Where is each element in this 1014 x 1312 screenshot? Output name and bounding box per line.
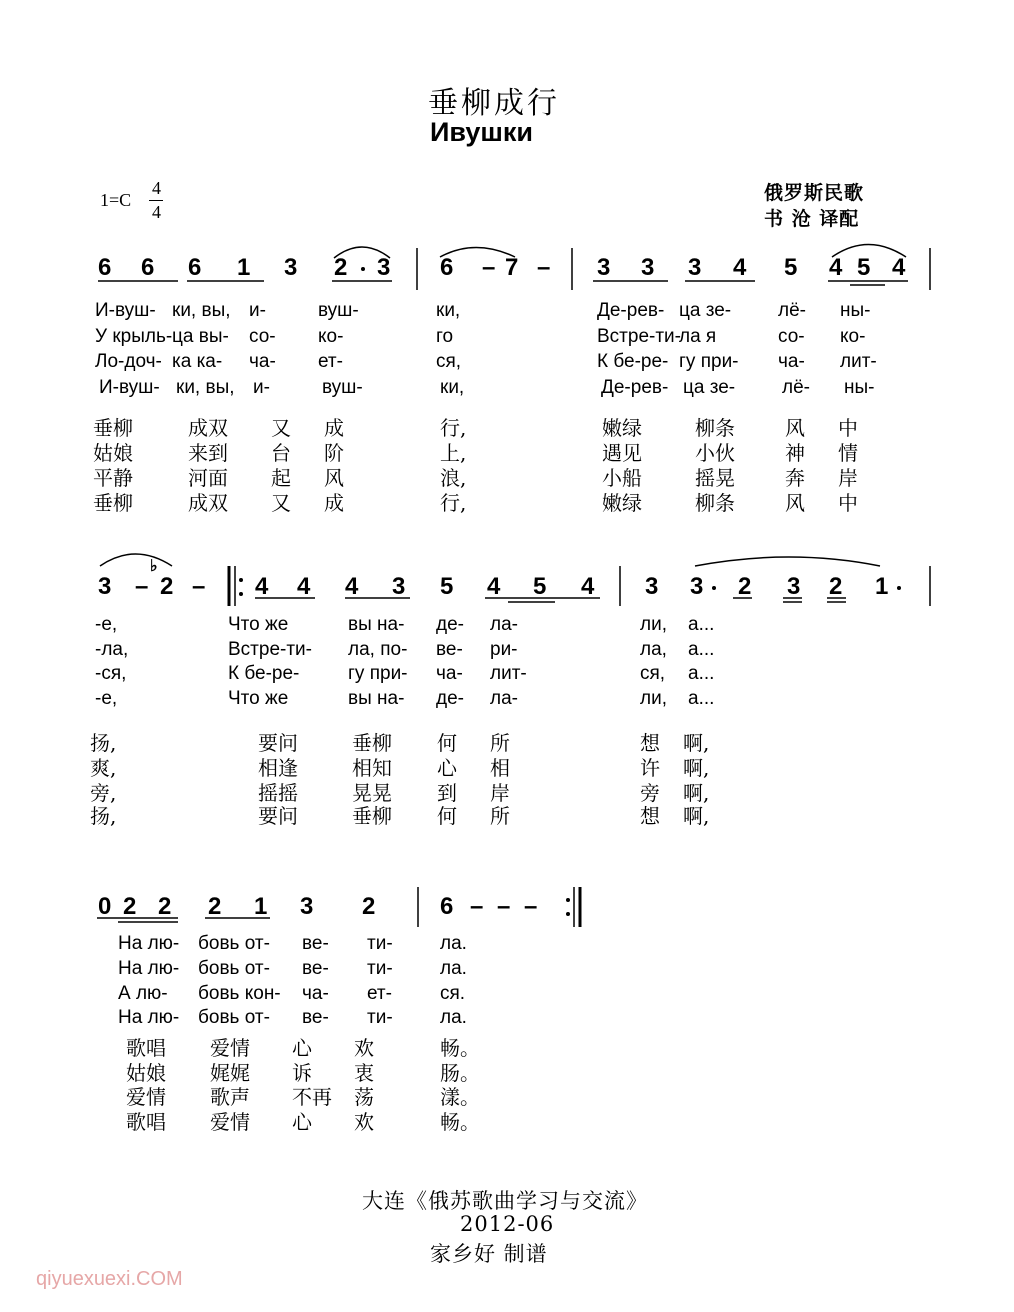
lyric-russian: ти- bbox=[367, 933, 393, 954]
lyric-russian: вы на- bbox=[348, 688, 405, 709]
lyric-chinese: 又 bbox=[271, 416, 291, 440]
lyric-russian: го bbox=[436, 326, 454, 347]
lyric-chinese: 爱情 bbox=[210, 1036, 250, 1060]
lyric-russian: вуш- bbox=[318, 300, 359, 321]
jianpu-note: – bbox=[537, 254, 551, 281]
lyric-chinese: 扬, bbox=[90, 804, 117, 828]
slur bbox=[832, 245, 906, 258]
lyric-chinese: 浪, bbox=[440, 466, 467, 490]
jianpu-note: 2 bbox=[123, 893, 137, 920]
song-title-chinese: 垂柳成行 bbox=[428, 86, 560, 121]
lyric-russian: ла я bbox=[679, 326, 717, 347]
lyric-russian: Встре-ти- bbox=[228, 639, 312, 660]
lyric-russian: со- bbox=[778, 326, 805, 347]
jianpu-note: – bbox=[135, 573, 149, 600]
lyric-russian: ет- bbox=[318, 351, 343, 372]
lyric-russian: ки, bbox=[440, 377, 465, 398]
lyric-chinese: 想 bbox=[640, 731, 660, 755]
lyric-chinese: 垂柳 bbox=[93, 416, 133, 440]
lyric-chinese: 成 bbox=[324, 491, 344, 515]
lyric-chinese: 垂柳 bbox=[352, 804, 392, 828]
lyric-chinese: 想 bbox=[640, 804, 660, 828]
lyric-russian: ла. bbox=[440, 958, 467, 979]
lyric-russian: -е, bbox=[95, 688, 118, 709]
jianpu-note: 4 bbox=[829, 254, 843, 281]
lyric-chinese: 相 bbox=[490, 756, 510, 780]
lyric-chinese: 奔 bbox=[785, 466, 805, 490]
lyric-russian: ти- bbox=[367, 958, 393, 979]
lyric-chinese: 心 bbox=[292, 1110, 312, 1134]
lyric-chinese: 河面 bbox=[188, 466, 228, 490]
lyric-chinese: 许 bbox=[640, 756, 660, 780]
lyric-chinese: 到 bbox=[437, 781, 457, 805]
lyric-russian: бовь от- bbox=[198, 933, 270, 954]
lyric-russian: ца вы- bbox=[172, 326, 229, 347]
repeat-dot bbox=[239, 592, 243, 596]
lyric-russian: На лю- bbox=[118, 933, 180, 954]
lyric-chinese: 阶 bbox=[324, 441, 344, 465]
lyric-russian: де- bbox=[436, 688, 464, 709]
lyric-chinese: 小伙 bbox=[695, 441, 735, 465]
jianpu-note: 4 bbox=[733, 254, 747, 281]
lyric-chinese: 来到 bbox=[188, 441, 228, 465]
flat-sign: ♭ bbox=[150, 558, 158, 575]
jianpu-note: – bbox=[470, 893, 484, 920]
lyric-russian: лё- bbox=[782, 377, 810, 398]
lyric-russian: К бе-ре- bbox=[228, 663, 300, 684]
lyric-russian: ла- bbox=[490, 688, 518, 709]
lyric-chinese: 上, bbox=[440, 441, 467, 465]
lyric-chinese: 风 bbox=[785, 416, 805, 440]
lyric-chinese: 何 bbox=[437, 731, 457, 755]
lyric-russian: ли, bbox=[640, 688, 667, 709]
lyric-chinese: 垂柳 bbox=[352, 731, 392, 755]
lyric-chinese: 所 bbox=[490, 804, 510, 828]
lyric-chinese: 诉 bbox=[292, 1061, 312, 1085]
jianpu-note: 5 bbox=[533, 573, 547, 600]
jianpu-note: 4 bbox=[487, 573, 501, 600]
lyric-chinese: 扬, bbox=[90, 731, 117, 755]
lyric-chinese: 心 bbox=[292, 1036, 312, 1060]
lyric-chinese: 爽, bbox=[90, 756, 117, 780]
jianpu-note: 2 bbox=[829, 573, 843, 600]
jianpu-note: 6 bbox=[141, 254, 155, 281]
slur bbox=[334, 247, 390, 258]
lyric-russian: ве- bbox=[302, 1007, 329, 1028]
lyric-chinese: 起 bbox=[271, 466, 291, 490]
lyric-chinese: 垂柳 bbox=[93, 491, 133, 515]
jianpu-note: – bbox=[524, 893, 538, 920]
footer-source: 大连《俄苏歌曲学习与交流》 bbox=[362, 1189, 648, 1213]
lyric-russian: ны- bbox=[840, 300, 871, 321]
jianpu-note: 2 bbox=[158, 893, 172, 920]
jianpu-note: 5 bbox=[857, 254, 871, 281]
jianpu-note: 3 bbox=[787, 573, 801, 600]
lyric-russian: ся, bbox=[436, 351, 462, 372]
lyric-russian: бовь кон- bbox=[198, 983, 281, 1004]
jianpu-note: 1 bbox=[237, 254, 251, 281]
lyric-russian: ся. bbox=[440, 983, 466, 1004]
footer-arranger: 家乡好 制谱 bbox=[430, 1242, 548, 1266]
lyric-russian: лит- bbox=[490, 663, 527, 684]
lyric-russian: лё- bbox=[778, 300, 806, 321]
lyric-russian: ны- bbox=[844, 377, 875, 398]
lyric-russian: бовь от- bbox=[198, 1007, 270, 1028]
jianpu-note: 2 bbox=[738, 573, 752, 600]
lyric-chinese: 姑娘 bbox=[93, 441, 133, 465]
lyric-chinese: 要问 bbox=[258, 804, 298, 828]
lyric-chinese: 岸 bbox=[490, 781, 510, 805]
lyric-chinese: 岸 bbox=[838, 466, 858, 490]
lyric-russian: На лю- bbox=[118, 958, 180, 979]
repeat-dot bbox=[566, 912, 570, 916]
credit-origin: 俄罗斯民歌 bbox=[764, 182, 865, 204]
lyric-russian: ки, вы, bbox=[176, 377, 235, 398]
lyric-chinese: 成 bbox=[324, 416, 344, 440]
lyric-chinese: 遇见 bbox=[602, 441, 642, 465]
lyric-chinese: 歌唱 bbox=[126, 1110, 166, 1134]
jianpu-note: 2 bbox=[208, 893, 222, 920]
lyric-russian: ча- bbox=[249, 351, 276, 372]
lyric-russian: А лю- bbox=[118, 983, 168, 1004]
jianpu-note: 6 bbox=[440, 254, 454, 281]
lyric-russian: -ла, bbox=[95, 639, 129, 660]
time-signature-bottom: 4 bbox=[152, 202, 161, 222]
lyric-chinese: 风 bbox=[324, 466, 344, 490]
song-title-russian: Ивушки bbox=[430, 117, 533, 147]
jianpu-note: 5 bbox=[784, 254, 798, 281]
jianpu-note: – bbox=[192, 573, 206, 600]
lyric-russian: ча- bbox=[436, 663, 463, 684]
lyric-russian: ла. bbox=[440, 933, 467, 954]
tie bbox=[440, 248, 515, 258]
jianpu-note: 3 bbox=[300, 893, 314, 920]
lyric-russian: и- bbox=[249, 300, 266, 321]
lyric-russian: ца зе- bbox=[683, 377, 736, 398]
lyric-chinese: 风 bbox=[785, 491, 805, 515]
slur bbox=[100, 554, 172, 566]
lyric-chinese: 旁 bbox=[640, 781, 660, 805]
lyric-russian: ча- bbox=[302, 983, 329, 1004]
lyric-chinese: 嫩绿 bbox=[602, 416, 642, 440]
jianpu-note: 4 bbox=[345, 573, 359, 600]
lyric-chinese: 旁, bbox=[90, 781, 117, 805]
lyric-chinese: 柳条 bbox=[695, 491, 735, 515]
lyric-russian: ри- bbox=[490, 639, 518, 660]
lyric-russian: Ло-доч- bbox=[95, 351, 162, 372]
slur bbox=[695, 557, 880, 566]
lyric-chinese: 摇晃 bbox=[695, 466, 735, 490]
key-signature: 1=C bbox=[100, 190, 132, 210]
lyric-russian: -е, bbox=[95, 614, 118, 635]
lyric-chinese: 啊, bbox=[683, 781, 710, 805]
lyric-russian: ла- bbox=[490, 614, 518, 635]
lyric-russian: ка ка- bbox=[172, 351, 223, 372]
lyric-chinese: 摇摇 bbox=[258, 781, 298, 805]
lyric-russian: Де-рев- bbox=[601, 377, 669, 398]
lyric-chinese: 歌唱 bbox=[126, 1036, 166, 1060]
lyric-russian: вы на- bbox=[348, 614, 405, 635]
jianpu-note: – bbox=[497, 893, 511, 920]
lyric-russian: и- bbox=[253, 377, 270, 398]
lyric-chinese: 娓娓 bbox=[210, 1061, 250, 1085]
lyric-chinese: 爱情 bbox=[210, 1110, 250, 1134]
lyric-russian: а... bbox=[688, 663, 715, 684]
lyric-russian: У крыль- bbox=[95, 326, 173, 347]
lyric-chinese: 晃晃 bbox=[352, 781, 392, 805]
lyric-chinese: 爱情 bbox=[126, 1085, 166, 1109]
lyric-russian: бовь от- bbox=[198, 958, 270, 979]
lyric-chinese: 柳条 bbox=[695, 416, 735, 440]
lyric-russian: ки, вы, bbox=[172, 300, 231, 321]
lyric-chinese: 啊, bbox=[683, 731, 710, 755]
lyric-chinese: 所 bbox=[490, 731, 510, 755]
lyric-russian: К бе-ре- bbox=[597, 351, 669, 372]
jianpu-note: 3 bbox=[284, 254, 298, 281]
jianpu-note: 1 bbox=[875, 573, 889, 600]
lyric-chinese: 要问 bbox=[258, 731, 298, 755]
lyric-chinese: 欢 bbox=[354, 1036, 374, 1060]
jianpu-note: 3 bbox=[392, 573, 406, 600]
lyric-chinese: 欢 bbox=[354, 1110, 374, 1134]
lyric-chinese: 衷 bbox=[354, 1061, 374, 1085]
lyric-chinese: 不再 bbox=[292, 1085, 332, 1109]
lyric-russian: ла. bbox=[440, 1007, 467, 1028]
lyric-russian: На лю- bbox=[118, 1007, 180, 1028]
lyric-chinese: 成双 bbox=[188, 491, 228, 515]
lyric-chinese: 行, bbox=[440, 491, 467, 515]
lyric-chinese: 漾。 bbox=[440, 1085, 480, 1109]
lyric-chinese: 荡 bbox=[354, 1085, 374, 1109]
jianpu-note: 6 bbox=[440, 893, 454, 920]
lyric-chinese: 畅。 bbox=[440, 1036, 480, 1060]
jianpu-note: 3 bbox=[98, 573, 112, 600]
lyric-russian: Встре-ти- bbox=[597, 326, 681, 347]
jianpu-note: 0 bbox=[98, 893, 112, 920]
lyric-russian: гу при- bbox=[348, 663, 408, 684]
lyric-chinese: 啊, bbox=[683, 804, 710, 828]
lyric-chinese: 成双 bbox=[188, 416, 228, 440]
lyric-russian: ко- bbox=[318, 326, 344, 347]
lyric-russian: ет- bbox=[367, 983, 392, 1004]
lyric-russian: а... bbox=[688, 688, 715, 709]
lyric-chinese: 畅。 bbox=[440, 1110, 480, 1134]
lyric-russian: ки, bbox=[436, 300, 461, 321]
jianpu-note: 3 bbox=[641, 254, 655, 281]
footer-date: 2012-06 bbox=[460, 1212, 555, 1236]
lyric-russian: ли, bbox=[640, 614, 667, 635]
lyric-russian: а... bbox=[688, 639, 715, 660]
jianpu-note: 3 bbox=[690, 573, 704, 600]
lyric-russian: И-вуш- bbox=[95, 300, 156, 321]
lyric-russian: вуш- bbox=[322, 377, 363, 398]
lyric-chinese: 行, bbox=[440, 416, 467, 440]
jianpu-note: 2 bbox=[362, 893, 376, 920]
jianpu-note: 4 bbox=[297, 573, 311, 600]
lyric-russian: ца зе- bbox=[679, 300, 732, 321]
jianpu-note: 1 bbox=[254, 893, 268, 920]
jianpu-note: 2 bbox=[334, 254, 348, 281]
lyric-russian: ся, bbox=[640, 663, 666, 684]
lyric-chinese: 歌声 bbox=[210, 1085, 250, 1109]
lyric-russian: де- bbox=[436, 614, 464, 635]
watermark: qiyuexuexi.COM bbox=[36, 1268, 183, 1290]
lyric-russian: ко- bbox=[840, 326, 866, 347]
lyric-chinese: 嫩绿 bbox=[602, 491, 642, 515]
lyric-chinese: 相知 bbox=[352, 756, 392, 780]
lyric-russian: ла, bbox=[640, 639, 667, 660]
lyric-chinese: 何 bbox=[437, 804, 457, 828]
jianpu-note: 3 bbox=[645, 573, 659, 600]
lyric-russian: ти- bbox=[367, 1007, 393, 1028]
jianpu-note: 4 bbox=[255, 573, 269, 600]
lyric-russian: ве- bbox=[436, 639, 463, 660]
lyric-russian: Что же bbox=[228, 614, 289, 635]
repeat-dot bbox=[239, 578, 243, 582]
lyric-russian: со- bbox=[249, 326, 276, 347]
lyric-russian: а... bbox=[688, 614, 715, 635]
jianpu-note: 6 bbox=[98, 254, 112, 281]
jianpu-note: 3 bbox=[688, 254, 702, 281]
lyric-russian: гу при- bbox=[679, 351, 739, 372]
lyric-chinese: 神 bbox=[785, 441, 805, 465]
jianpu-note: – bbox=[482, 254, 496, 281]
lyric-chinese: 又 bbox=[271, 491, 291, 515]
time-signature-top: 4 bbox=[152, 178, 161, 198]
lyric-chinese: 台 bbox=[271, 441, 291, 465]
lyric-russian: Что же bbox=[228, 688, 289, 709]
lyric-russian: ча- bbox=[778, 351, 805, 372]
lyric-chinese: 中 bbox=[838, 491, 858, 515]
lyric-russian: И-вуш- bbox=[99, 377, 160, 398]
lyric-chinese: 啊, bbox=[683, 756, 710, 780]
lyric-chinese: 相逢 bbox=[258, 756, 298, 780]
lyric-russian: лит- bbox=[840, 351, 877, 372]
jianpu-note: 3 bbox=[597, 254, 611, 281]
repeat-dot bbox=[566, 898, 570, 902]
lyric-chinese: 中 bbox=[838, 416, 858, 440]
jianpu-note: 5 bbox=[440, 573, 454, 600]
lyric-chinese: 姑娘 bbox=[126, 1061, 166, 1085]
lyric-chinese: 情 bbox=[838, 441, 858, 465]
jianpu-note: 3 bbox=[377, 254, 391, 281]
lyric-chinese: 小船 bbox=[602, 466, 642, 490]
jianpu-note: 6 bbox=[188, 254, 202, 281]
lyric-russian: Де-рев- bbox=[597, 300, 665, 321]
lyric-russian: ве- bbox=[302, 933, 329, 954]
jianpu-note: 4 bbox=[581, 573, 595, 600]
lyric-russian: ве- bbox=[302, 958, 329, 979]
lyric-russian: ла, по- bbox=[348, 639, 408, 660]
credit-translator: 书 沧 译配 bbox=[764, 208, 860, 230]
jianpu-note: 4 bbox=[892, 254, 906, 281]
lyric-chinese: 肠。 bbox=[440, 1061, 480, 1085]
lyric-russian: -ся, bbox=[95, 663, 127, 684]
lyric-chinese: 平静 bbox=[93, 466, 133, 490]
jianpu-note: 2 bbox=[160, 573, 174, 600]
jianpu-note: 7 bbox=[505, 254, 519, 281]
lyric-chinese: 心 bbox=[437, 756, 457, 780]
